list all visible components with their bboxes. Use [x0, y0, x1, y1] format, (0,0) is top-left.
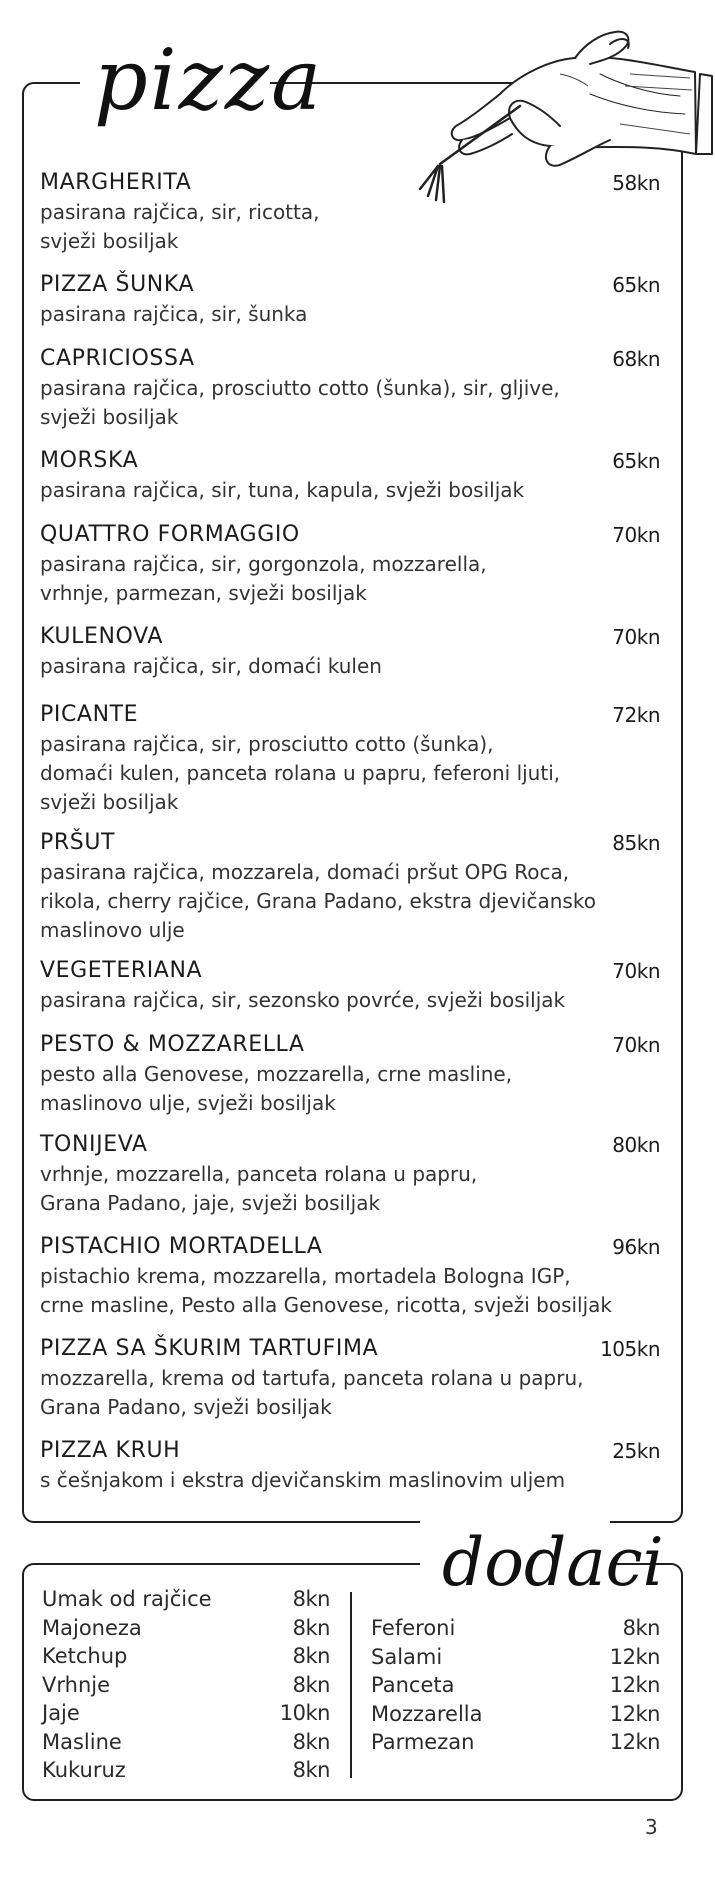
addon-price: 12kn	[609, 1644, 660, 1669]
menu-item-price: 65kn	[612, 449, 660, 473]
menu-item-price: 72kn	[612, 703, 660, 727]
menu-item-description: s češnjakom i ekstra djevičanskim maslinovim uljem	[40, 1468, 566, 1492]
addons-list-right	[371, 1614, 660, 1757]
menu-item-description: pasirana rajčica, sir, domaći kulen	[40, 654, 382, 678]
menu-item-price: 70kn	[612, 625, 660, 649]
menu-item	[40, 168, 660, 256]
menu-item-price: 85kn	[612, 831, 660, 855]
addon-item	[371, 1700, 660, 1729]
menu-item	[40, 956, 660, 1015]
menu-item	[40, 700, 660, 817]
addon-name: Majoneza	[42, 1615, 142, 1640]
addon-item	[371, 1671, 660, 1700]
menu-item	[40, 1232, 660, 1320]
menu-item-price: 70kn	[612, 523, 660, 547]
addon-item	[371, 1643, 660, 1672]
menu-item-name: PIZZA ŠUNKA	[40, 272, 195, 297]
addon-name: Kukuruz	[42, 1758, 126, 1782]
addon-item	[42, 1671, 330, 1700]
addon-name: Salami	[371, 1644, 443, 1669]
addon-item	[42, 1642, 330, 1671]
addon-price: 12kn	[609, 1701, 660, 1726]
menu-item	[40, 828, 660, 945]
section-title-addons: dodaci	[420, 1515, 610, 1615]
menu-item	[40, 1030, 660, 1118]
menu-item-price: 65kn	[612, 273, 660, 297]
addon-item	[42, 1614, 330, 1643]
menu-item-name: PIZZA KRUH	[40, 1438, 181, 1463]
menu-item-price: 25kn	[612, 1439, 660, 1463]
menu-item-name: PESTO & MOZZARELLA	[40, 1032, 305, 1057]
menu-item-description: pesto alla Genovese, mozzarella, crne masline, maslinovo ulje, svježi bosiljak	[40, 1062, 513, 1115]
addon-name: Mozzarella	[371, 1701, 483, 1726]
menu-item-description: vrhnje, mozzarella, panceta rolana u papru, Grana Padano, jaje, svježi bosiljak	[40, 1162, 478, 1215]
menu-item-name: PISTACHIO MORTADELLA	[40, 1234, 323, 1259]
addon-name: Panceta	[371, 1673, 455, 1697]
menu-item-name: QUATTRO FORMAGGIO	[40, 522, 300, 547]
addon-name: Vrhnje	[42, 1672, 111, 1697]
menu-item-name: MORSKA	[40, 448, 139, 473]
addon-price: 8kn	[292, 1729, 330, 1754]
menu-item-description: pasirana rajčica, sir, ricotta, svježi bosiljak	[40, 200, 320, 253]
menu-item-name: CAPRICIOSSA	[40, 346, 195, 371]
menu-item	[40, 270, 660, 329]
addon-item	[42, 1756, 330, 1785]
menu-item-description: pistachio krema, mozzarella, mortadela Bologna IGP, crne masline, Pesto alla Genovese, ricotta, svježi bosiljak	[40, 1264, 613, 1317]
addon-name: Ketchup	[42, 1644, 128, 1668]
addon-name: Parmezan	[371, 1730, 475, 1754]
addon-price: 12kn	[609, 1730, 660, 1754]
menu-item-name: VEGETERIANA	[40, 958, 203, 983]
menu-item-price: 58kn	[612, 171, 660, 195]
menu-item-description: pasirana rajčica, sir, prosciutto cotto (šunka), domaći kulen, panceta rolana u papru, feferoni ljuti, svježi bosiljak	[40, 732, 561, 814]
menu-item	[40, 344, 660, 432]
menu-item-price: 70kn	[612, 959, 660, 983]
menu-item-name: PIZZA SA ŠKURIM TARTUFIMA	[40, 1336, 379, 1361]
menu-item	[40, 622, 660, 681]
menu-item-description: pasirana rajčica, mozzarela, domaći pršut OPG Roca, rikola, cherry rajčice, Grana Padano, ekstra djevičansko maslinovo ulje	[40, 860, 596, 942]
menu-item-price: 96kn	[612, 1235, 660, 1259]
addon-price: 8kn	[292, 1644, 330, 1668]
menu-item-name: TONIJEVA	[40, 1132, 148, 1157]
addon-name: Masline	[42, 1729, 122, 1754]
menu-item	[40, 1436, 660, 1495]
addon-price: 10kn	[279, 1701, 330, 1725]
addon-name: Jaje	[42, 1701, 80, 1725]
menu-item-price: 80kn	[612, 1133, 660, 1157]
menu-item-name: PRŠUT	[40, 830, 116, 855]
menu-item-price: 70kn	[612, 1033, 660, 1057]
addon-item	[42, 1728, 330, 1757]
menu-item-description: pasirana rajčica, sir, tuna, kapula, svježi bosiljak	[40, 478, 525, 502]
menu-item-description: mozzarella, krema od tartufa, panceta rolana u papru, Grana Padano, svježi bosiljak	[40, 1366, 584, 1419]
addons-list-left	[42, 1585, 330, 1785]
menu-item-name: PICANTE	[40, 702, 139, 727]
menu-item	[40, 520, 660, 608]
addons-column-divider	[350, 1592, 352, 1778]
menu-item	[40, 446, 660, 505]
addon-price: 8kn	[622, 1616, 660, 1640]
menu-item-name: MARGHERITA	[40, 170, 192, 195]
addon-price: 8kn	[292, 1758, 330, 1782]
addon-item	[371, 1728, 660, 1757]
menu-item	[40, 1130, 660, 1218]
section-title-pizza: pizza	[80, 30, 270, 150]
addon-price: 12kn	[609, 1673, 660, 1697]
addon-price: 8kn	[292, 1672, 330, 1697]
menu-item-description: pasirana rajčica, sir, šunka	[40, 302, 308, 326]
menu-item-price: 68kn	[612, 347, 660, 371]
addon-item	[371, 1614, 660, 1643]
page-number: 3	[645, 1815, 658, 1839]
menu-item-description: pasirana rajčica, sir, gorgonzola, mozzarella, vrhnje, parmezan, svježi bosiljak	[40, 552, 487, 605]
addon-name: Umak od rajčice	[42, 1587, 212, 1611]
menu-item-description: pasirana rajčica, sir, sezonsko povrće, svježi bosiljak	[40, 988, 566, 1012]
menu-item	[40, 1334, 660, 1422]
menu-item-name: KULENOVA	[40, 624, 163, 649]
menu-item-description: pasirana rajčica, prosciutto cotto (šunka), sir, gljive, svježi bosiljak	[40, 376, 560, 429]
addon-name: Feferoni	[371, 1616, 456, 1640]
addon-price: 8kn	[292, 1587, 330, 1611]
addon-item	[42, 1699, 330, 1728]
menu-item-price: 105kn	[600, 1337, 660, 1361]
addon-price: 8kn	[292, 1615, 330, 1640]
addon-item	[42, 1585, 330, 1614]
